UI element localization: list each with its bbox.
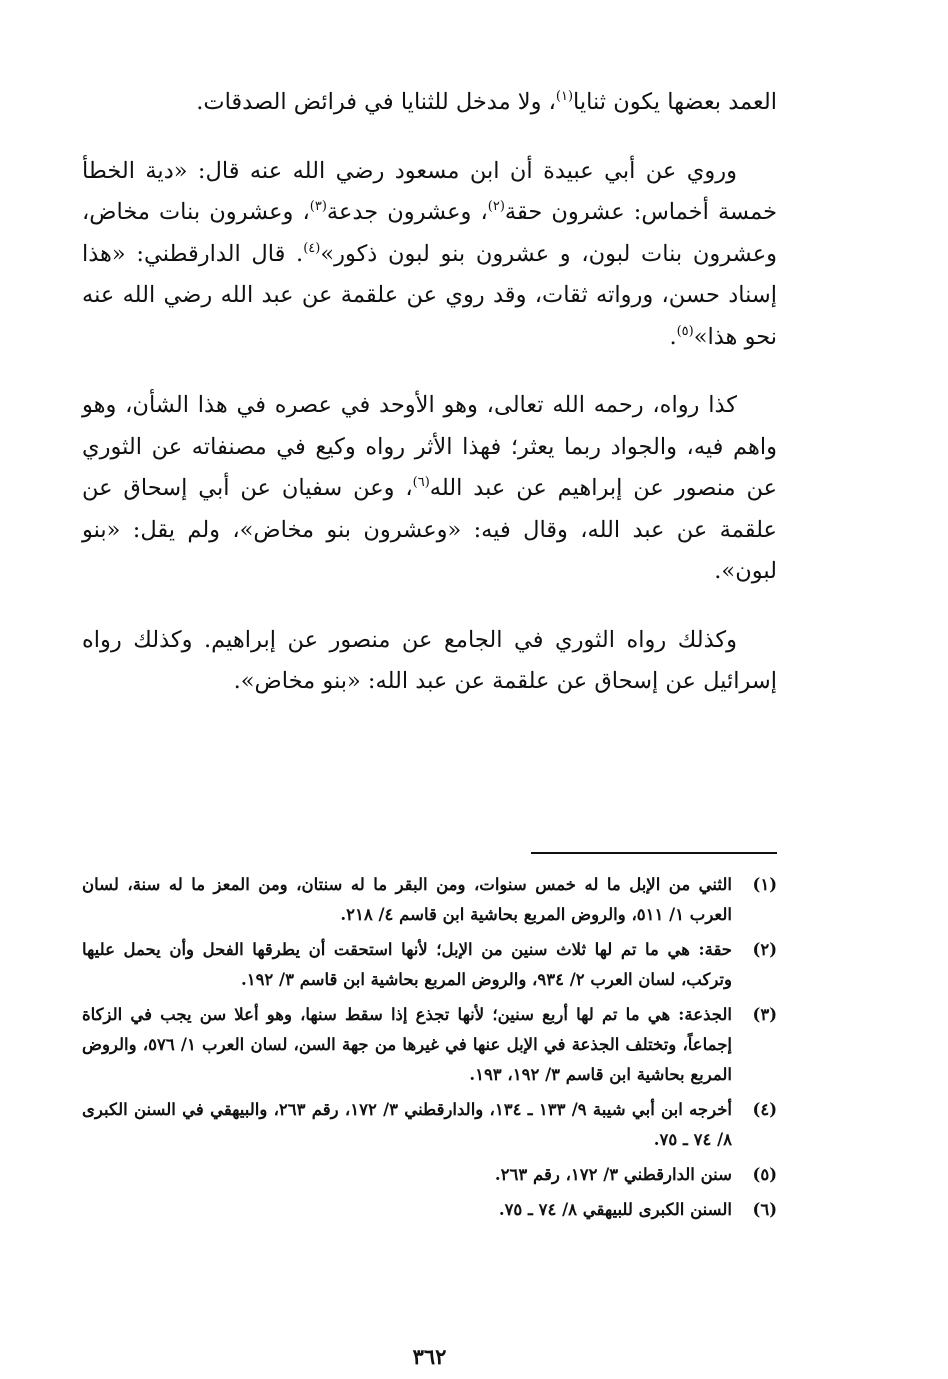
page	[82, 82, 777, 1369]
footnote-number: (١)	[752, 875, 777, 894]
paragraph-1: العمد بعضها يكون ثنايا$^{(١)}$، ولا مدخل للثنايا في فرائض الصدقات.	[196, 89, 777, 115]
footnote-ref-3[interactable]: (٣)	[309, 199, 327, 214]
footnote-3	[82, 1000, 777, 1090]
paragraph-2: وروي عن أبي عبيدة أن ابن مسعود رضي الله عنه قال: «دية الخطأ خمسة أخماس: عشرون حقة$^{(٢)}$، وعشرون جدعة$^{(٣)}$، وعشرون بنات مخاض، وعشرون بنات لبون، و عشرون بنو لبون ذكور»$^{(٤)}$. قال الدارقطني: «هذا إسناد حسن، ورواته ثقات، وقد روي عن علقمة عن عبد الله رضي الله عنه نحو هذا»$^{(٥)}$.	[82, 157, 777, 350]
footnote-2	[82, 935, 777, 995]
footnote-number: (٣)	[752, 1005, 777, 1024]
paragraph-3: كذا رواه، رحمه الله تعالى، وهو الأوحد في عصره في هذا الشأن، وهو واهم فيه، والجواد ربما يعثر؛ فهذا الأثر رواه وكيع في مصنفاته عن الثوري عن منصور عن إبراهيم عن عبد الله$^{(٦)}$، وعن سفيان عن أبي إسحاق عن علقمة عن عبد الله، وقال فيه: «وعشرون بنو مخاض»، ولم يقل: «بنو لبون».	[82, 392, 777, 584]
footnote-number: (٦)	[752, 1200, 777, 1219]
footnote-1	[82, 870, 777, 930]
footnote-ref-5[interactable]: (٥)	[676, 323, 694, 339]
footnote-ref-6[interactable]: (٦)	[412, 475, 430, 490]
footnote-number: (٤)	[752, 1100, 777, 1119]
footnotes	[82, 870, 777, 1230]
footnote-ref-1[interactable]: (١)	[555, 89, 574, 104]
footnote-5	[82, 1160, 777, 1190]
footnote-text: أخرجه ابن أبي شيبة ٩/ ١٣٣ ـ ١٣٤، والدارقطني ٣/ ١٧٢، رقم ٢٦٣، والبيهقي في السنن الكبرى ٨/ ٧٤ ـ ٧٥.	[82, 1100, 733, 1149]
footnote-text: الثني من الإبل ما له خمس سنوات، ومن البقر ما له سنتان، ومن المعز ما له سنة، لسان العرب ١/ ٥١١، والروض المربع بحاشية ابن قاسم ٤/ ٢١٨.	[82, 875, 732, 924]
footnote-text: سنن الدارقطني ٣/ ١٧٢، رقم ٢٦٣.	[494, 1165, 732, 1184]
footnote-ref-4[interactable]: (٤)	[303, 240, 321, 256]
footnote-text: الجذعة: هي ما تم لها أربع سنين؛ لأنها تجذع إذا سقط سنها، وهو أعلا سن يجب في الزكاة إجماعاً، وتختلف الجذعة في الإبل عنها في غيرها من جهة السن، لسان العرب ١/ ٥٧٦، والروض المربع بحاشية ابن قاسم ٣/ ١٩٢، ١٩٣.	[82, 1005, 733, 1084]
footnote-number: (٢)	[752, 940, 777, 959]
footnote-text: حقة: هي ما تم لها ثلاث سنين من الإبل؛ لأنها استحقت أن يطرقها الفحل وأن يحمل عليها وتركب، لسان العرب ٢/ ٩٣٤، والروض المربع بحاشية ابن قاسم ٣/ ١٩٢.	[82, 940, 732, 989]
footnote-ref-2[interactable]: (٢)	[487, 199, 505, 214]
footnote-number: (٥)	[752, 1165, 777, 1184]
footnote-text: السنن الكبرى للبيهقي ٨/ ٧٤ ـ ٧٥.	[498, 1200, 732, 1219]
footnote-4	[82, 1095, 777, 1155]
footnote-separator	[531, 852, 777, 854]
paragraph-4: وكذلك رواه الثوري في الجامع عن منصور عن إبراهيم. وكذلك رواه إسرائيل عن إسحاق عن علقمة عن عبد الله: «بنو مخاض».	[82, 626, 777, 694]
page-number: ٣٦٢	[412, 1344, 447, 1369]
footnote-6	[82, 1195, 777, 1225]
